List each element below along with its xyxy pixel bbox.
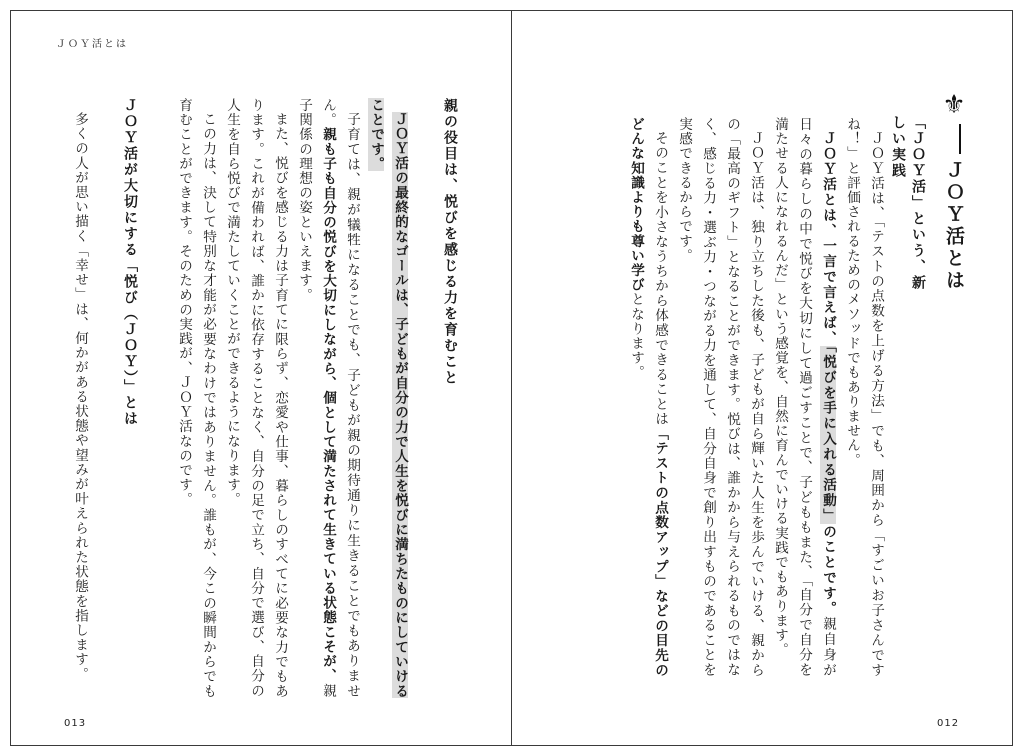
right-page <box>512 10 1013 746</box>
text-segment: 「悦びを手に入れる活動」 <box>820 346 836 524</box>
chapter-subtitle: 「ＪＯＹ活」という、新しい実践 <box>890 115 926 291</box>
text-segment: また、悦びを感じる力は子育てに限らず、恋愛や仕事、暮らしのすべてに必要な力でもあります。これが備われば、誰かに依存することなく、自分の足で立ち、自分で選び、自分の人生を自ら悦びで満たしていくことができるようになります。 <box>224 98 288 698</box>
paragraph <box>220 98 292 698</box>
text-segment: となります。 <box>628 292 644 380</box>
paragraph <box>768 117 840 677</box>
text-segment: ＪＯＹ活とは、一言で言えば、 <box>820 130 836 347</box>
section-heading: ＪＯＹ活が大切にする「悦び（ＪＯＹ）」とは <box>122 98 138 427</box>
right-body-text <box>572 117 888 677</box>
paragraph <box>364 98 412 698</box>
text-segment: この力は、決して特別な才能が必要なわけではありません。誰もが、今この瞬間からでも育むことができます。そのための実践が、ＪＯＹ活なのです。 <box>176 98 216 698</box>
chapter-heading <box>890 82 1002 292</box>
text-segment: のことです。 <box>820 523 836 617</box>
paragraph <box>68 98 92 698</box>
page-number-left: 013 <box>64 718 87 729</box>
section-heading: 親の役目は、悦びを感じる力を育むこと <box>442 98 458 386</box>
running-head: ＪＯＹ活とは <box>56 39 128 50</box>
paragraph <box>840 117 888 677</box>
text-segment: 多くの人が思い描く「幸せ」は、何かがある状態や望みが叶えられた状態を指します。 <box>72 111 88 681</box>
paragraph <box>172 98 220 698</box>
chapter-title-text: ＪＯＹ活とは <box>943 160 965 292</box>
text-segment: 親も子も自分の悦びを大切にしながら、個として満たされて生きている状態こそが、 <box>320 127 336 684</box>
text-segment: ＪＯＹ活は、独り立ちした後も、子どもが自ら輝いた人生を歩んでいける、親からの「最高のギフト」となることができます。悦びは、誰かから与えられるものではなく、感じる力・選ぶ力・つながる力を通して、自分自身で創り出すものであることを実感できるからです。 <box>676 117 764 677</box>
text-segment: 親自身が日々の暮らしの中で悦びを大切にして過ごすことで、子どももまた、「自分で自分を満たせる人になれるんだ」という感覚を、自然に育んでいける実践でもあります。 <box>772 117 836 677</box>
paragraph <box>624 117 672 677</box>
left-body-text <box>62 98 462 698</box>
text-segment: 「テストの点数アップ」などの目先のどんな知識よりも尊い学び <box>628 117 668 678</box>
chapter-title <box>932 124 976 292</box>
page-number-right: 012 <box>937 718 960 729</box>
fleur-de-lis-icon: ⚜ <box>942 90 966 120</box>
paragraph <box>292 98 364 698</box>
text-segment: ＪＯＹ活の最終的なゴールは、子どもが自分の力で人生を悦びに満ちたものにしていけることです。 <box>368 98 408 698</box>
title-rule <box>959 124 961 154</box>
paragraph <box>672 117 768 677</box>
text-segment: 子育ては、親が犠牲になることでも、子どもが親の期待通りに生きることでもありません。 <box>320 98 360 698</box>
text-segment: ＪＯＹ活は、「テストの点数を上げる方法」でも、周囲から「すごいお子さんですね！」と評価されるためのメソッドでもありません。 <box>844 117 884 677</box>
left-page <box>10 10 511 746</box>
text-segment: そのことを小さなうちから体感できることは <box>652 130 668 427</box>
text-segment: 親子関係の理想の姿といえます。 <box>296 98 336 698</box>
